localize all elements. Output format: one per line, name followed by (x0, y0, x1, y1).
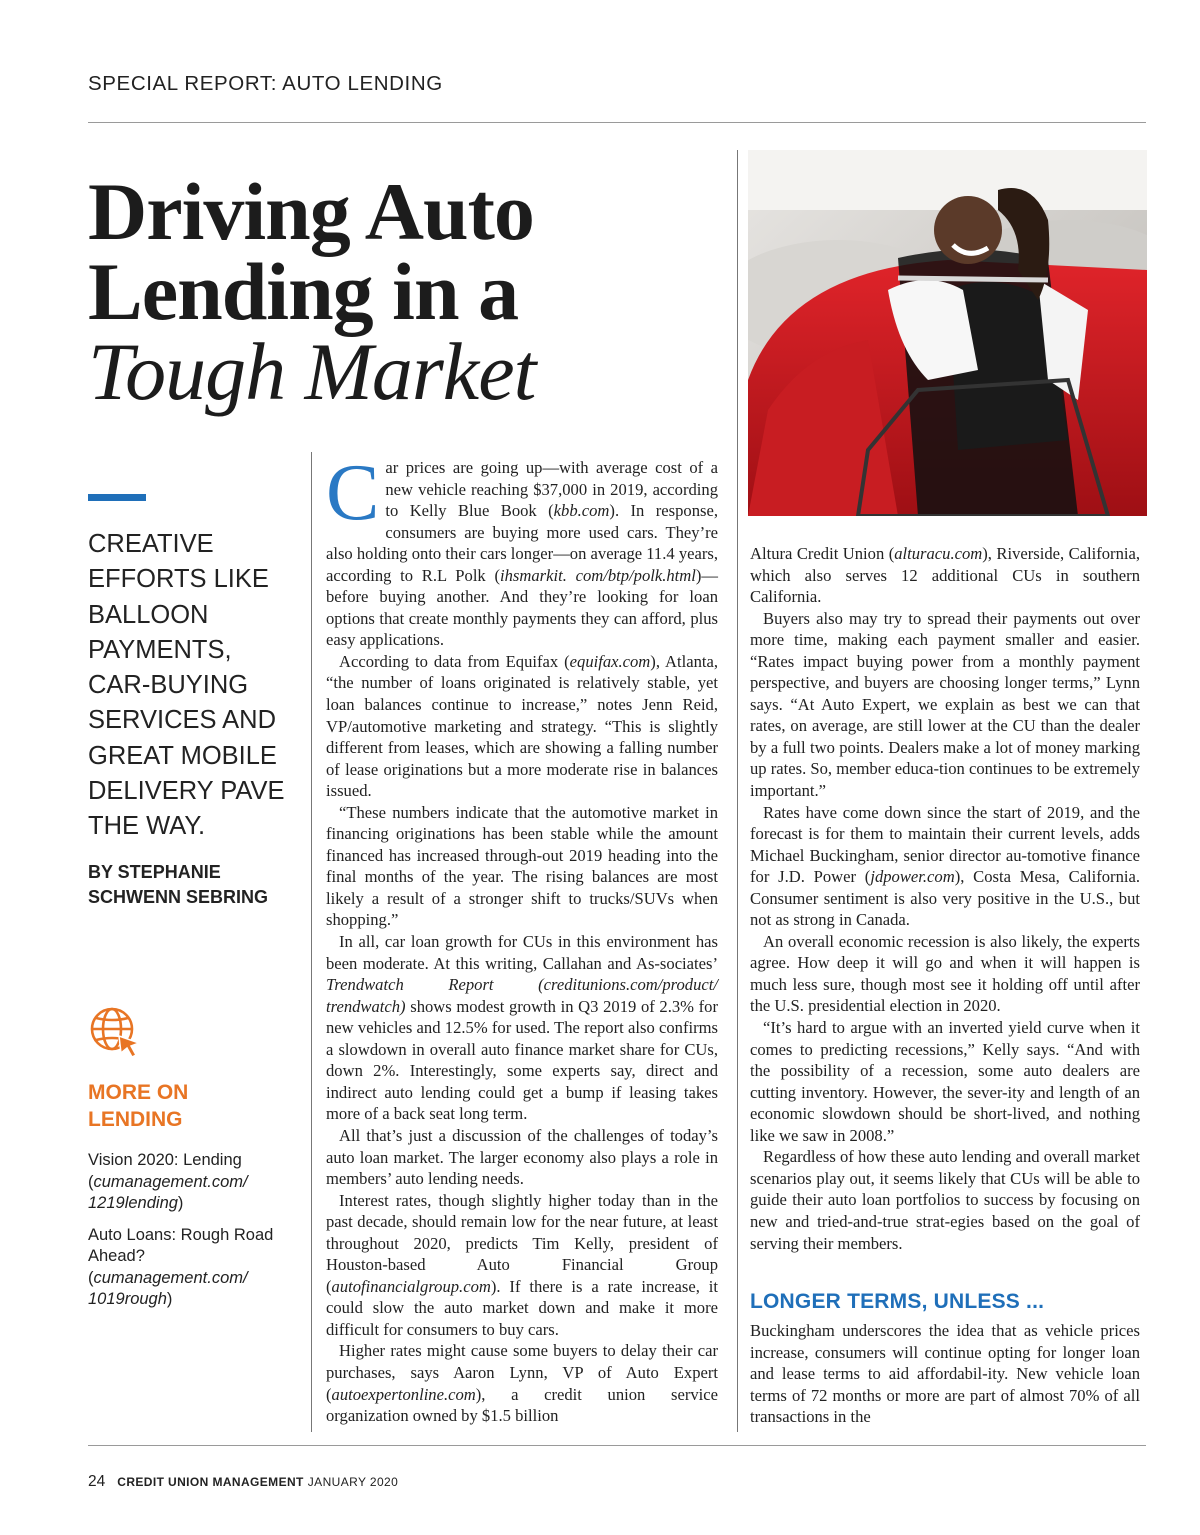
hero-photo (748, 150, 1147, 516)
paragraph: Rates have come down since the start of 2019, and the forecast is for them to maintain their current levels, adds Michael Buckingham, senior director au-tomotive finance for J.D. Power (jdpower.com), Costa Mesa, California. Consumer sentiment is also very positive in the U.S., but not as strong in Canada. (750, 802, 1140, 930)
paragraph: ar prices are going up—with average cost of a new vehicle reaching $37,000 in 2019, according to Kelly Blue Book (kbb.com). In response, consumers are buying more used cars. They’re also holding onto their cars longer—on average 11.4 years, according to R.L Polk (ihsmarkit. com/btp/polk.html)—before buying another. And they’re looking for loan options that create monthly payments they can afford, plus easy applications. (326, 458, 718, 650)
trendwatch-report[interactable]: Trendwatch Report (creditunions.com/product/ trendwatch) (326, 975, 718, 1016)
paragraph: In all, car loan growth for CUs in this environment has been moderate. At this writing, Callahan and As-sociates’ Trendwatch Report (creditunions.com/product/ trendwatch) shows modest growth in Q3 2019 of 2.3% for new vehicles and 12.5% for used. The report also confirms a slowdown in overall auto finance market share for CUs, down 2%. Interestingly, some experts say, direct and indirect auto lending could get a bump if leasing takes more of a back seat long term. (326, 932, 718, 1124)
more-item-label: Vision 2020: Lending (88, 1151, 242, 1169)
more-on-lending-title: MORE ON LENDING (88, 1081, 189, 1131)
accent-bar (88, 494, 146, 501)
link-jdpower[interactable]: jdpower.com (870, 867, 955, 887)
more-item-rough-road[interactable]: Auto Loans: Rough Road Ahead? (cumanagement.com/ 1019rough) (88, 1225, 274, 1308)
folio (88, 1473, 398, 1491)
paragraph: According to data from Equifax (equifax.com), Atlanta, “the number of loans originated is relatively stable, yet loan balances continue to increase,” notes Jenn Reid, VP/automotive marketing and strategy. “This is slightly different from leases, which are showing a falling number of lease originations but a more moderate rise in balances issued. (326, 651, 718, 801)
article-column-1 (326, 449, 718, 1427)
link-altura[interactable]: alturacu.com (894, 544, 983, 563)
paragraph: Buckingham underscores the idea that as vehicle prices increase, consumers will continue opting for longer loan and lease terms to aid affordabil-ity. New vehicle loan terms of 72 months or more are part of almost 70% of all transactions in the (750, 1321, 1140, 1427)
deck: CREATIVE EFFORTS LIKE BALLOON PAYMENTS, CAR-BUYING SERVICES AND GREAT MOBILE DELIVERY PAVE THE WAY. (88, 530, 285, 841)
link-autoexpert[interactable]: autoexpertonline.com (331, 1384, 476, 1404)
drop-cap: C (326, 449, 380, 537)
paragraph: All that’s just a discussion of the challenges of today’s auto loan market. The larger economy also plays a role in members’ auto lending needs. (326, 1125, 718, 1189)
more-item-vision-2020[interactable]: Vision 2020: Lending (cumanagement.com/ 1219lending) (88, 1151, 248, 1212)
paragraph: Interest rates, though slightly higher today than in the past decade, should remain low for the near future, at least throughout 2020, predicts Tim Kelly, president of Houston-based Auto Financial Group (autofinancialgroup.com). If there is a rate increase, it could slow the auto market down and make it more difficult for consumers to buy cars. (326, 1190, 718, 1339)
page-number: 24 (88, 1473, 106, 1490)
publication-name: CREDIT UNION MANAGEMENT (117, 1475, 304, 1489)
more-item-label: Auto Loans: Rough Road Ahead? (88, 1225, 274, 1265)
headline (88, 166, 648, 417)
subhead-longer-terms: LONGER TERMS, UNLESS ... (750, 1290, 1045, 1313)
more-item-link[interactable]: cumanagement.com/ 1219lending (88, 1172, 248, 1212)
paragraph: Altura Credit Union (alturacu.com), Riverside, California, which also serves 12 additional CUs in southern California. (750, 544, 1141, 607)
top-divider (88, 122, 1146, 123)
bottom-divider (88, 1445, 1146, 1446)
headline-line-2: Lending in a (88, 246, 519, 337)
column-divider-left (311, 452, 312, 1432)
headline-line-1: Driving Auto (88, 166, 534, 257)
section-label: SPECIAL REPORT: AUTO LENDING (88, 72, 443, 95)
column-divider-right (737, 150, 738, 1432)
link-polk[interactable]: ihsmarkit. com/btp/polk.html (500, 565, 696, 585)
issue-date: JANUARY 2020 (307, 1475, 399, 1489)
paragraph: Buyers also may try to spread their payments out over more time, making each payment smaller and easier. “Rates impact buying power from a monthly payment perspective, and buyers are choosing longer terms,” Lynn says. “At Auto Expert, we explain as best we can that rates, on average, are still lower at the CU than the dealer by a full two points. Dealers make a lot of money marking up rates. So, member educa-tion continues to be extremely important.” (750, 608, 1140, 801)
more-on-lending-list (88, 1150, 288, 1321)
paragraph: “It’s hard to argue with an inverted yield curve when it comes to predicting recessions,” Kelly says. “And with the possibility of a recession, some auto dealers are cutting inventory. However, the sever-ity and length of an economic slowdown should be short-lived, and nothing like we saw in 2008.” (750, 1018, 1140, 1145)
paragraph: “These numbers indicate that the automotive market in financing originations has been stable while the amount financed has increased through-out 2019 heading into the final months of the year. The rising balances are most likely a result of a stronger shift to trucks/SUVs when shopping.” (326, 802, 718, 930)
more-item-link[interactable]: cumanagement.com/ 1019rough (88, 1268, 248, 1308)
article-column-2-continued (750, 1320, 1140, 1428)
byline: BY STEPHANIE SCHWENN SEBRING (88, 862, 269, 907)
link-afg[interactable]: autofinancialgroup.com (331, 1276, 491, 1296)
article-column-2 (750, 543, 1140, 1254)
link-equifax[interactable]: equifax.com (569, 651, 651, 671)
headline-line-3: Tough Market (88, 326, 536, 417)
globe-cursor-icon (88, 1005, 142, 1059)
link-kbb[interactable]: kbb.com (553, 501, 610, 521)
paragraph: An overall economic recession is also likely, the experts agree. How deep it will go and when it will happen is much less sure, though most see it holding off until after the U.S. presidential election in 2020. (750, 931, 1140, 1016)
paragraph: Regardless of how these auto lending and overall market scenarios play out, it seems likely that CUs will be able to guide their auto loan portfolios to success by focusing on new and tried-and-true strat-egies based on the goal of serving their members. (750, 1147, 1140, 1253)
paragraph: Higher rates might cause some buyers to delay their car purchases, says Aaron Lynn, VP of Auto Expert (autoexpertonline.com), a credit union service organization owned by $1.5 billion (326, 1341, 718, 1426)
